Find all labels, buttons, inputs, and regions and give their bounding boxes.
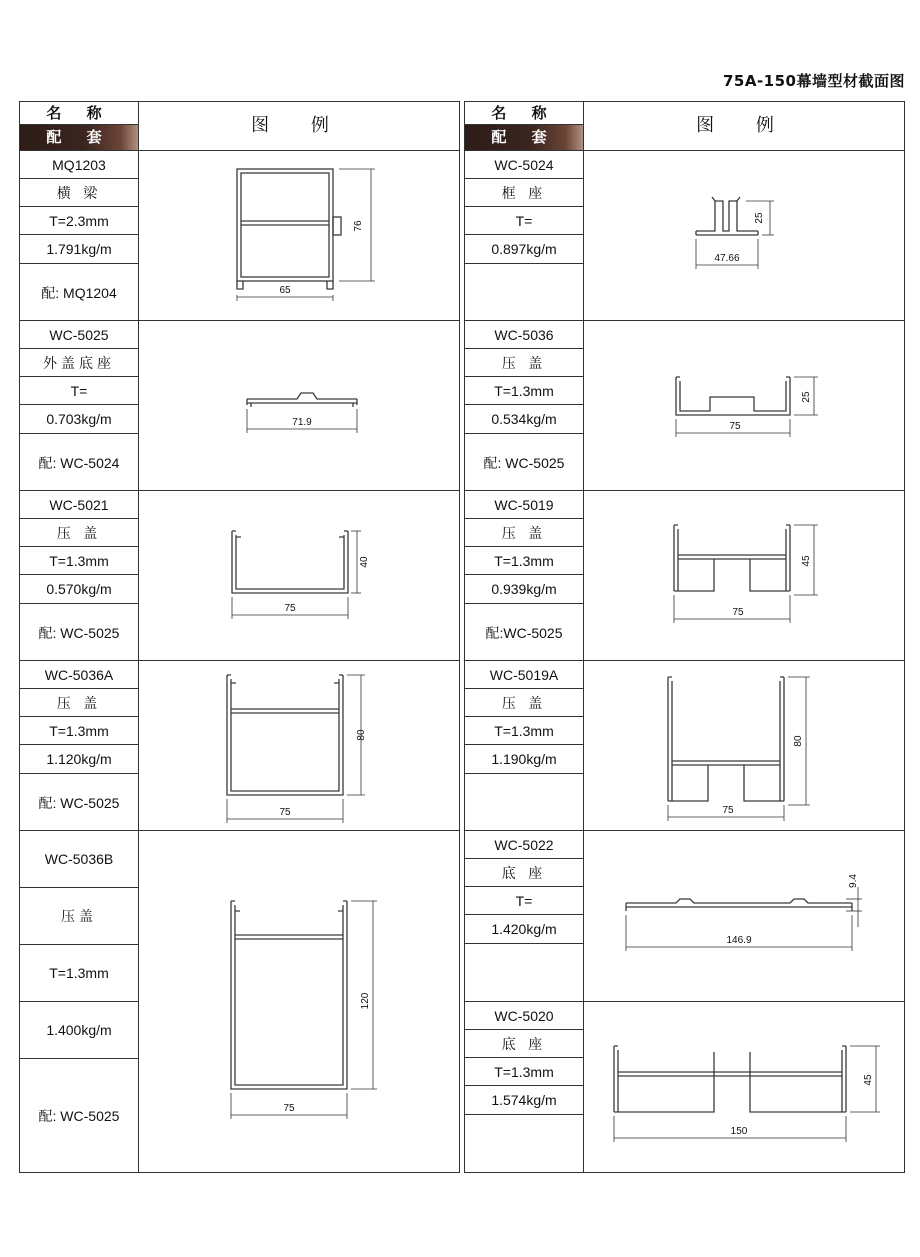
profile-pei bbox=[465, 1115, 583, 1173]
profile-pei: 配: WC-5024 bbox=[38, 454, 120, 471]
dim-label: 25 bbox=[801, 391, 812, 403]
dim-label: 9.4 bbox=[848, 874, 859, 888]
profile-block-wc5021 bbox=[20, 491, 459, 661]
profile-thickness: T=1.3mm bbox=[20, 717, 138, 745]
profile-thickness: T=1.3mm bbox=[20, 547, 138, 575]
profile-svg bbox=[139, 831, 461, 1173]
profile-drawing bbox=[583, 1002, 904, 1173]
profile-weight: 1.190kg/m bbox=[465, 745, 583, 774]
profile-block-wc5019 bbox=[465, 491, 904, 661]
dim-label: 146.9 bbox=[726, 935, 752, 946]
profile-code: WC-5019A bbox=[465, 661, 583, 689]
dim-label: 75 bbox=[284, 603, 296, 614]
header-name: 名 称 bbox=[465, 102, 583, 125]
profile-thickness: T= bbox=[465, 887, 583, 915]
profile-svg bbox=[139, 661, 461, 831]
profile-svg bbox=[584, 1002, 906, 1173]
profile-pei: 配: WC-5025 bbox=[38, 1108, 120, 1124]
profile-drawing bbox=[138, 831, 459, 1173]
profile-svg bbox=[584, 661, 906, 831]
profile-block-wc5020 bbox=[465, 1002, 904, 1173]
profile-thickness: T=1.3mm bbox=[465, 1058, 583, 1086]
profile-block-wc5022 bbox=[465, 831, 904, 1002]
profile-weight: 0.939kg/m bbox=[465, 575, 583, 604]
profile-block-wc5036b bbox=[20, 831, 459, 1173]
profile-drawing bbox=[583, 661, 904, 830]
header-pei: 配 套 bbox=[465, 125, 583, 150]
profile-pei: 配: WC-5025 bbox=[483, 454, 565, 471]
profile-block-wc5036 bbox=[465, 321, 904, 491]
profile-svg bbox=[139, 321, 461, 491]
profile-pei bbox=[465, 774, 583, 831]
dim-label: 40 bbox=[359, 556, 370, 568]
profile-pei: 配: WC-5025 bbox=[38, 624, 120, 641]
dim-label: 75 bbox=[279, 807, 291, 818]
dim-label: 47.66 bbox=[714, 253, 740, 264]
header-pei: 配 套 bbox=[20, 125, 138, 150]
dim-label: 75 bbox=[732, 607, 744, 618]
profile-code: WC-5020 bbox=[465, 1002, 583, 1030]
profile-svg bbox=[584, 491, 906, 661]
profile-code: WC-5025 bbox=[20, 321, 138, 349]
profile-svg bbox=[584, 321, 906, 491]
profile-type: 压 盖 bbox=[20, 689, 138, 717]
profile-thickness: T=2.3mm bbox=[20, 207, 138, 235]
profile-weight: 1.420kg/m bbox=[465, 915, 583, 944]
profile-block-wc5025 bbox=[20, 321, 459, 491]
dim-label: 65 bbox=[279, 285, 291, 296]
profile-thickness: T=1.3mm bbox=[465, 717, 583, 745]
profile-pei: 配: WC-5025 bbox=[38, 794, 120, 811]
profile-svg bbox=[584, 831, 906, 1002]
profile-code: WC-5022 bbox=[465, 831, 583, 859]
profile-code: WC-5036 bbox=[465, 321, 583, 349]
profile-thickness: T=1.3mm bbox=[20, 945, 138, 1002]
profile-type: 压盖 bbox=[20, 888, 138, 945]
profile-code: WC-5024 bbox=[465, 151, 583, 179]
profile-weight: 0.570kg/m bbox=[20, 575, 138, 604]
profile-type: 底 座 bbox=[465, 859, 583, 887]
profile-drawing bbox=[583, 491, 904, 660]
profile-type: 压 盖 bbox=[20, 519, 138, 547]
page-title: 75A-150幕墙型材截面图 bbox=[722, 72, 905, 90]
profile-weight: 1.574kg/m bbox=[465, 1086, 583, 1115]
profile-type: 压 盖 bbox=[465, 349, 583, 377]
profile-pei bbox=[465, 944, 583, 1002]
profile-code: MQ1203 bbox=[20, 151, 138, 179]
header-legend: 图 例 bbox=[138, 102, 459, 150]
profile-block-wc5036a bbox=[20, 661, 459, 831]
profile-pei: 配: MQ1204 bbox=[41, 284, 117, 301]
dim-label: 80 bbox=[793, 735, 804, 747]
right-profile-table bbox=[464, 101, 905, 1173]
profile-block-wc5019a bbox=[465, 661, 904, 831]
dim-label: 76 bbox=[353, 220, 364, 232]
dim-label: 75 bbox=[729, 421, 741, 432]
profile-svg bbox=[584, 151, 906, 321]
profile-type: 底 座 bbox=[465, 1030, 583, 1058]
dim-label: 80 bbox=[356, 729, 367, 741]
header-legend: 图 例 bbox=[583, 102, 904, 150]
profile-type: 压 盖 bbox=[465, 689, 583, 717]
profile-drawing bbox=[138, 321, 459, 490]
dim-label: 45 bbox=[863, 1074, 874, 1086]
profile-svg bbox=[139, 151, 461, 321]
profile-code: WC-5019 bbox=[465, 491, 583, 519]
profile-drawing bbox=[583, 321, 904, 490]
profile-thickness: T=1.3mm bbox=[465, 377, 583, 405]
profile-thickness: T= bbox=[20, 377, 138, 405]
profile-weight: 1.791kg/m bbox=[20, 235, 138, 264]
profile-drawing bbox=[583, 831, 904, 1001]
profile-code: WC-5021 bbox=[20, 491, 138, 519]
profile-weight: 0.534kg/m bbox=[465, 405, 583, 434]
profile-code: WC-5036A bbox=[20, 661, 138, 689]
profile-type: 框 座 bbox=[465, 179, 583, 207]
profile-pei bbox=[465, 264, 583, 321]
dim-label: 150 bbox=[730, 1126, 748, 1137]
left-profile-table bbox=[19, 101, 460, 1173]
profile-weight: 0.703kg/m bbox=[20, 405, 138, 434]
profile-thickness: T=1.3mm bbox=[465, 547, 583, 575]
profile-weight: 1.120kg/m bbox=[20, 745, 138, 774]
profile-type: 压 盖 bbox=[465, 519, 583, 547]
profile-weight: 1.400kg/m bbox=[20, 1002, 138, 1059]
dim-label: 120 bbox=[360, 992, 371, 1010]
header-name: 名 称 bbox=[20, 102, 138, 125]
profile-weight: 0.897kg/m bbox=[465, 235, 583, 264]
profile-thickness: T= bbox=[465, 207, 583, 235]
profile-svg bbox=[139, 491, 461, 661]
profile-drawing bbox=[138, 491, 459, 660]
dim-label: 75 bbox=[283, 1103, 295, 1114]
profile-drawing bbox=[138, 661, 459, 830]
profile-block-mq1203 bbox=[20, 151, 459, 321]
profile-drawing bbox=[138, 151, 459, 320]
profile-type: 横 梁 bbox=[20, 179, 138, 207]
profile-pei: 配:WC-5025 bbox=[485, 624, 563, 641]
dim-label: 71.9 bbox=[292, 417, 312, 428]
profile-code: WC-5036B bbox=[20, 831, 138, 888]
dim-label: 45 bbox=[801, 555, 812, 567]
profile-type: 外盖底座 bbox=[20, 349, 138, 377]
dim-label: 75 bbox=[722, 805, 734, 816]
profile-drawing bbox=[583, 151, 904, 320]
profile-block-wc5024 bbox=[465, 151, 904, 321]
dim-label: 25 bbox=[754, 212, 765, 224]
